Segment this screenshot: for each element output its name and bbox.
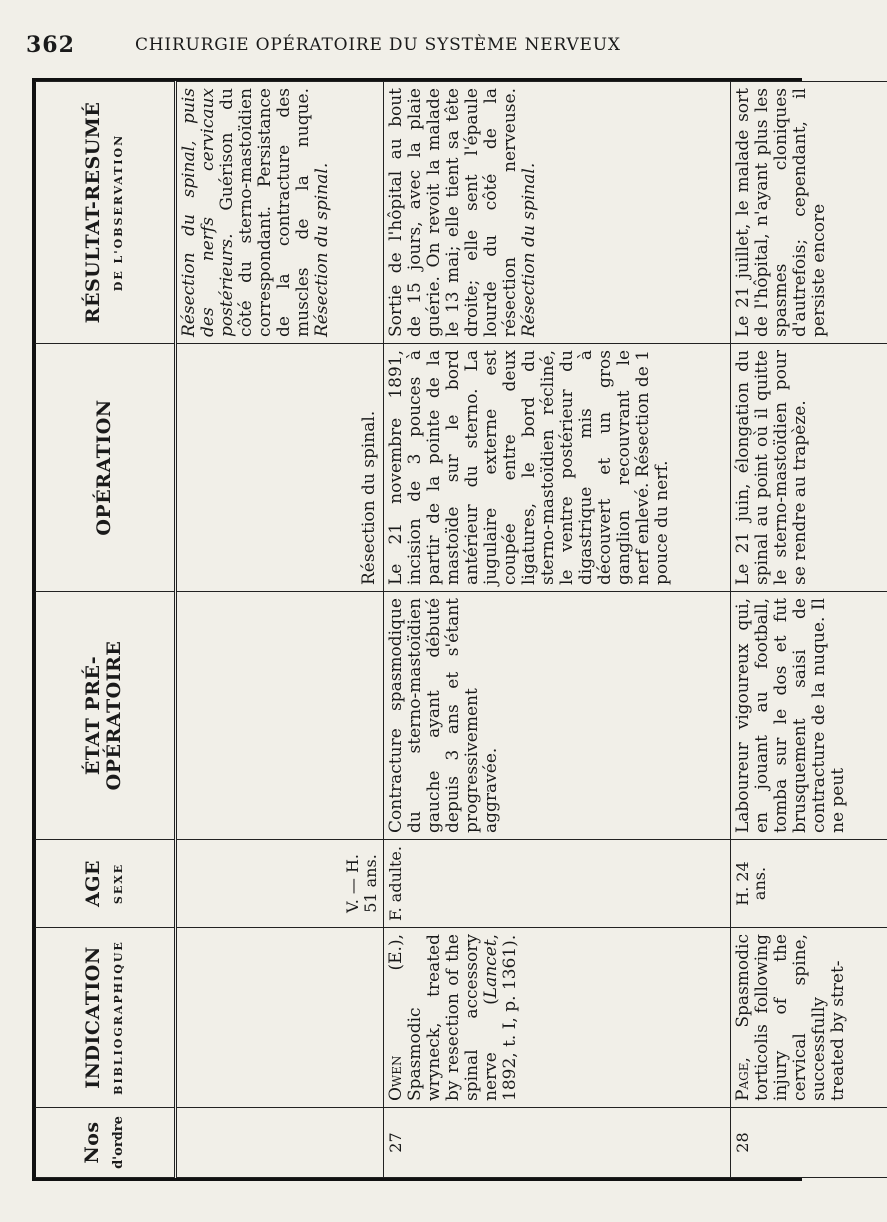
- row-indication: [175, 928, 383, 1108]
- indication-journal: Lancet: [480, 939, 501, 999]
- table-row: [175, 82, 383, 1178]
- page-number: 362: [26, 32, 75, 58]
- resultat-italic: Résection du spinal, puis des nerfs cervicaux postérieurs.: [178, 88, 237, 337]
- resultat-italic-final: Résection du spinal.: [311, 162, 332, 337]
- col-header-age: AGE SEXE: [35, 840, 175, 928]
- row-operation: Le 21 juin, élongation du spinal au point où il quitte le sterno-mastoïdien pour se rendre au trapèze.: [730, 344, 887, 592]
- observations-table: [35, 81, 887, 1178]
- row-number: [175, 1108, 383, 1178]
- indication-author: Owen (E.),: [385, 934, 406, 1101]
- row-etat: Laboureur vigoureux qui, en jouant au football, tomba sur le dos et fut brusquement saisi de contracture de la nuque. Il ne peut: [730, 592, 887, 840]
- table-row: [383, 82, 730, 1178]
- indication-ref: , 1892, t. I, p. 1361).: [480, 934, 520, 1101]
- col-header-resultat: RÉSULTAT-RESUMÉ DE L'OBSERVATION: [35, 82, 175, 344]
- col-header-nos: Nos d'ordre: [35, 1108, 175, 1178]
- row-age-sex: F. adulte.: [383, 840, 730, 928]
- row-resultat: Le 21 juillet, le malade sort de l'hôpital, n'ayant plus les spasmes cloniques d'autrefois; cependant, il persiste encore: [730, 82, 887, 344]
- row-operation: Résection du spinal.: [175, 344, 383, 592]
- rotated-table: [35, 82, 848, 1178]
- indication-text: Spasmodic torticolis following injury of the cervical spine, successfully treated by stret-: [732, 934, 848, 1101]
- col-header-indication: INDICATION BIBLIOGRAPHIQUE: [35, 928, 175, 1108]
- col-header-etat: ÉTAT PRÉ-OPÉRATOIRE: [35, 592, 175, 840]
- page-header: [0, 0, 800, 70]
- row-number: 27: [383, 1108, 730, 1178]
- col-header-operation: OPÉRATION: [35, 344, 175, 592]
- row-indication: [730, 928, 887, 1108]
- resultat-text: Guérison du côté du sterno-mastoïdien correspondant. Persistance de la contracture des muscles de la nuque.: [216, 87, 313, 337]
- indication-text: Spasmodic wryneck, treated by resection of the spinal accessory nerve (: [404, 934, 501, 1101]
- resultat-text: Sortie de l'hôpital au bout de 15 jours, avec la plaie guérie. On revoit la malade le 13 mai; elle tient sa tête droite; elle sent l'épaule lourde du côté de la résection nerveuse.: [385, 88, 520, 337]
- row-resultat: [175, 82, 383, 344]
- row-etat: Contracture spasmodique du sterno-mastoïdien gauche ayant débuté depuis 3 ans et s'étant progressivement aggravée.: [383, 592, 730, 840]
- row-number: 28: [730, 1108, 887, 1178]
- row-age-sex: V. — H. 51 ans.: [175, 840, 383, 928]
- row-etat: [175, 592, 383, 840]
- running-head: CHIRURGIE OPÉRATOIRE DU SYSTÈME NERVEUX: [135, 35, 621, 55]
- row-operation: Le 21 novembre 1891, incision de 3 pouces à partir de la pointe de la mastoïde sur le bord antérieur du sterno. La jugulaire externe est coupée entre deux ligatures, le bord du sterno-mastoïdien récliné, le ventre postérieur du digastrique mis à découvert et un gros ganglion recouvrant le nerf enlevé. Résection de 1 pouce du nerf.: [383, 344, 730, 592]
- row-resultat: [383, 82, 730, 344]
- row-indication: [383, 928, 730, 1108]
- resultat-italic-final: Résection du spinal.: [518, 162, 539, 337]
- row-age-sex: H. 24 ans.: [730, 840, 887, 928]
- indication-author: Page,: [732, 1057, 753, 1101]
- table-row: [730, 82, 887, 1178]
